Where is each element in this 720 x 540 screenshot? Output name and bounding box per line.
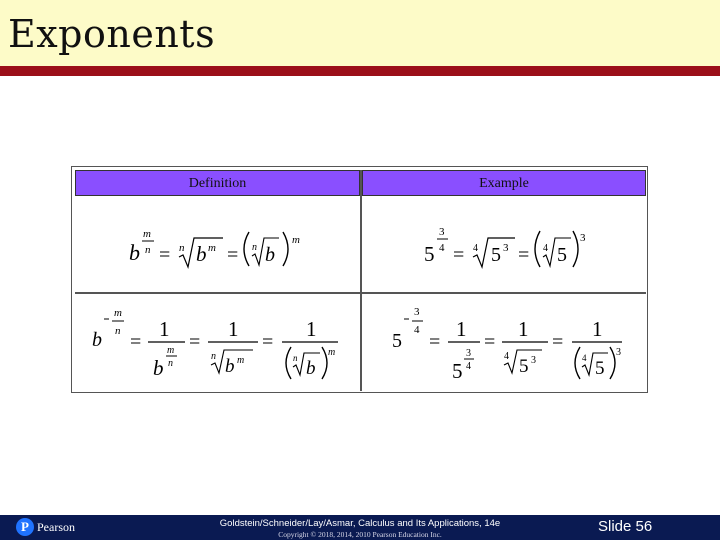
svg-text:4: 4 bbox=[504, 351, 509, 362]
svg-text:5: 5 bbox=[557, 244, 567, 266]
title-band bbox=[0, 0, 720, 66]
svg-text:=: = bbox=[453, 244, 465, 266]
svg-text:b: b bbox=[225, 356, 235, 377]
svg-text:=: = bbox=[484, 331, 496, 353]
svg-text:m: m bbox=[292, 234, 300, 246]
svg-text:3: 3 bbox=[580, 232, 586, 244]
svg-text:1: 1 bbox=[159, 317, 170, 341]
svg-text:n: n bbox=[115, 325, 121, 337]
svg-text:=: = bbox=[552, 331, 564, 353]
svg-text:m: m bbox=[167, 345, 175, 356]
svg-text:5: 5 bbox=[424, 242, 435, 266]
svg-text:n: n bbox=[168, 358, 173, 369]
column-divider bbox=[360, 170, 362, 391]
svg-text:b: b bbox=[129, 240, 140, 265]
svg-text:3: 3 bbox=[616, 347, 621, 358]
svg-text:b: b bbox=[153, 356, 164, 380]
svg-text:1: 1 bbox=[228, 317, 239, 341]
svg-text:4: 4 bbox=[414, 324, 420, 336]
svg-text:b: b bbox=[92, 329, 102, 351]
svg-text:m: m bbox=[328, 347, 336, 358]
formula-definition-1 bbox=[127, 224, 317, 279]
svg-text:4: 4 bbox=[439, 242, 445, 254]
pearson-logo bbox=[16, 518, 86, 538]
slide-number: Slide 56 bbox=[598, 518, 653, 535]
svg-text:=: = bbox=[130, 331, 142, 353]
svg-text:m: m bbox=[208, 242, 216, 254]
svg-text:b: b bbox=[265, 244, 275, 266]
svg-text:n: n bbox=[179, 242, 185, 254]
svg-text:m: m bbox=[143, 228, 151, 240]
formula-example-2 bbox=[390, 301, 630, 392]
formula-example-1 bbox=[422, 221, 602, 278]
slide-title: Exponents bbox=[8, 12, 216, 56]
pearson-logo-text: Pearson bbox=[37, 520, 75, 534]
svg-text:m: m bbox=[114, 307, 122, 319]
svg-text:4: 4 bbox=[473, 243, 478, 254]
svg-text:b: b bbox=[306, 358, 316, 379]
svg-text:n: n bbox=[252, 242, 257, 253]
svg-text:5: 5 bbox=[452, 359, 463, 383]
svg-text:4: 4 bbox=[582, 353, 587, 363]
svg-text:3: 3 bbox=[531, 355, 536, 366]
header-example: Example bbox=[362, 170, 646, 196]
svg-text:3: 3 bbox=[439, 226, 445, 238]
svg-text:n: n bbox=[293, 353, 298, 363]
svg-text:=: = bbox=[429, 331, 441, 353]
citation-text: Goldstein/Schneider/Lay/Asmar, Calculus and Its Applications, 14e bbox=[219, 518, 501, 529]
exponents-table bbox=[71, 166, 648, 393]
svg-text:4: 4 bbox=[466, 361, 471, 372]
copyright-text: Copyright © 2018, 2014, 2010 Pearson Education Inc. bbox=[278, 530, 442, 539]
svg-text:1: 1 bbox=[456, 317, 467, 341]
footer-bar bbox=[0, 515, 720, 540]
svg-text:5: 5 bbox=[392, 330, 402, 352]
svg-text:=: = bbox=[159, 244, 171, 266]
header-definition: Definition bbox=[75, 170, 360, 196]
svg-text:5: 5 bbox=[519, 356, 529, 377]
svg-text:1: 1 bbox=[592, 317, 603, 341]
svg-text:3: 3 bbox=[503, 242, 509, 254]
svg-text:5: 5 bbox=[491, 244, 501, 266]
title-rule bbox=[0, 66, 720, 76]
svg-text:n: n bbox=[211, 351, 216, 362]
svg-text:=: = bbox=[227, 244, 239, 266]
svg-text:m: m bbox=[237, 355, 245, 366]
svg-text:3: 3 bbox=[466, 348, 471, 359]
formula-definition-2 bbox=[90, 303, 355, 392]
row-divider bbox=[75, 292, 646, 294]
svg-text:1: 1 bbox=[306, 317, 317, 341]
svg-text:b: b bbox=[196, 242, 207, 266]
svg-text:1: 1 bbox=[518, 317, 529, 341]
pearson-logo-icon: P bbox=[16, 518, 34, 536]
svg-text:3: 3 bbox=[414, 306, 420, 318]
svg-text:5: 5 bbox=[595, 358, 605, 379]
svg-text:=: = bbox=[189, 331, 201, 353]
svg-text:4: 4 bbox=[543, 243, 548, 254]
svg-text:=: = bbox=[262, 331, 274, 353]
svg-text:=: = bbox=[518, 244, 530, 266]
svg-text:n: n bbox=[145, 244, 151, 256]
